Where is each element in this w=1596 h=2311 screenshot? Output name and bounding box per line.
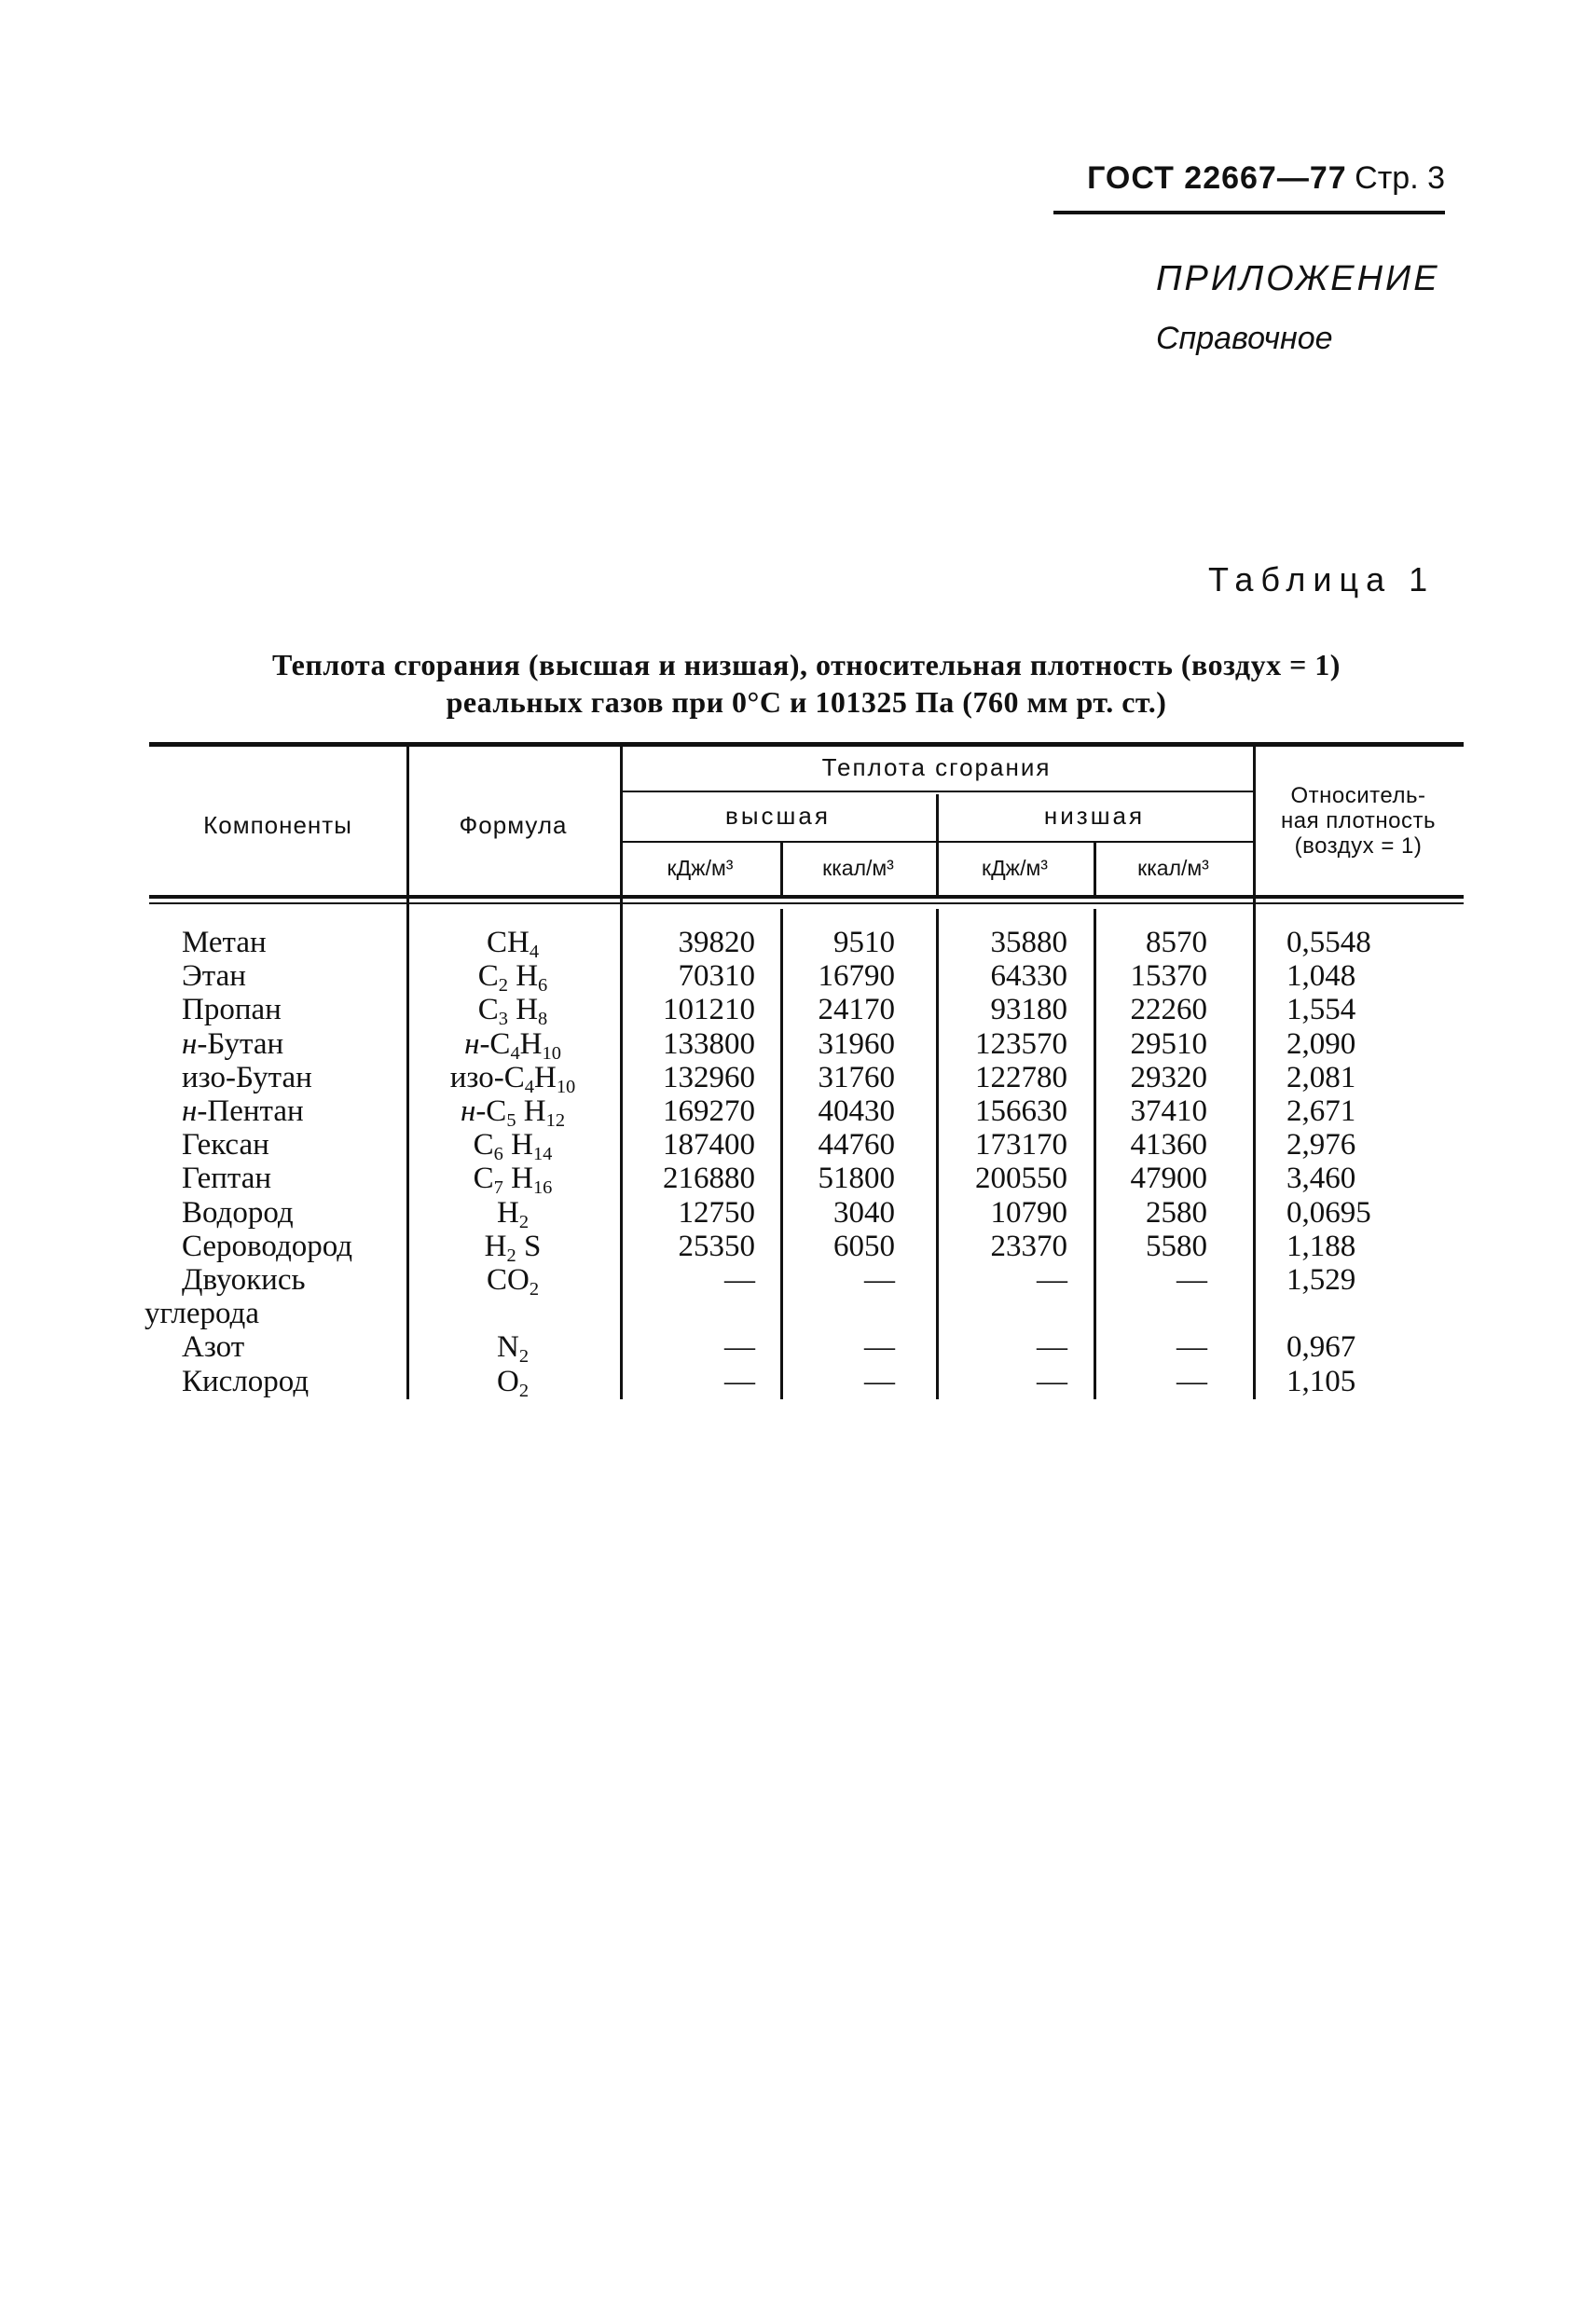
higher-kj-cell: 216880 xyxy=(663,1162,755,1196)
lower-kj-cell: 122780 xyxy=(975,1060,1067,1094)
component-name: Пропан xyxy=(182,993,282,1027)
higher-kj-cell: — xyxy=(724,1263,755,1297)
formula-cell: $H_2$ xyxy=(496,1195,530,1232)
component-name: Метан xyxy=(182,926,267,959)
higher-kj-cell: 39820 xyxy=(678,926,755,959)
formula-cell: $O_2$ xyxy=(496,1364,530,1401)
table-row xyxy=(0,959,1596,997)
component-name: н-Бутан xyxy=(182,1026,284,1061)
component-name: Кислород xyxy=(182,1364,310,1398)
lower-kj-cell: — xyxy=(1037,1364,1067,1398)
table-row xyxy=(0,1026,1596,1064)
table-row xyxy=(0,1297,1596,1330)
lower-kj-cell: — xyxy=(1037,1330,1067,1365)
density-cell: 2,081 xyxy=(1286,1060,1356,1094)
lower-kj-cell: 23370 xyxy=(990,1229,1067,1263)
higher-kcal-cell: 6050 xyxy=(833,1229,895,1263)
higher-kcal-cell: 24170 xyxy=(818,993,895,1027)
component-name: Водород xyxy=(182,1195,294,1230)
higher-kcal-cell: — xyxy=(864,1364,895,1398)
component-name: углерода xyxy=(144,1297,259,1331)
higher-kj-cell: 12750 xyxy=(678,1195,755,1230)
heat-group-rule xyxy=(620,791,1253,792)
higher-kj-cell: 133800 xyxy=(663,1026,755,1061)
appendix-subtitle: Справочное xyxy=(1156,321,1333,356)
higher-kj-cell: 101210 xyxy=(663,993,755,1027)
formula-cell: $CH_4$ xyxy=(486,926,540,963)
density-cell: 1,529 xyxy=(1286,1263,1356,1297)
header-formula: Формула xyxy=(459,811,568,839)
density-cell: 3,460 xyxy=(1286,1162,1356,1196)
higher-kj-cell: 169270 xyxy=(663,1094,755,1128)
density-line-2: ная плотность xyxy=(1281,808,1436,833)
lower-kj-cell: 93180 xyxy=(990,993,1067,1027)
standard-number: ГОСТ 22667—77 xyxy=(1087,160,1347,196)
appendix-title: ПРИЛОЖЕНИЕ xyxy=(1156,259,1440,298)
higher-kcal-cell: 3040 xyxy=(833,1195,895,1230)
component-name: Гексан xyxy=(182,1128,269,1162)
table-row xyxy=(0,926,1596,963)
lower-kcal-cell: 29320 xyxy=(1130,1060,1207,1094)
table-row xyxy=(0,1128,1596,1165)
unit-higher-kcal: ккал/м³ xyxy=(822,856,894,880)
density-cell: 0,967 xyxy=(1286,1330,1356,1365)
density-cell: 2,671 xyxy=(1286,1094,1356,1128)
lower-kcal-cell: 37410 xyxy=(1130,1094,1207,1128)
lower-kj-cell: 200550 xyxy=(975,1162,1067,1196)
higher-kcal-cell: 40430 xyxy=(818,1094,895,1128)
page-header xyxy=(1053,160,1445,197)
formula-cell: $н-C_5$ $H_{12}$ xyxy=(460,1094,566,1132)
component-name: Азот xyxy=(182,1330,245,1365)
formula-cell: $н-C_4H_{10}$ xyxy=(464,1026,561,1064)
lower-kj-cell: 35880 xyxy=(990,926,1067,959)
component-name: Гептан xyxy=(182,1162,272,1196)
page-number: Стр. 3 xyxy=(1355,160,1445,196)
higher-kj-cell: 25350 xyxy=(678,1229,755,1263)
density-cell: 1,048 xyxy=(1286,959,1356,994)
higher-kj-cell: 132960 xyxy=(663,1060,755,1094)
formula-cell: изо-$C_4H_{10}$ xyxy=(449,1060,576,1097)
formula-cell: $C_6$ $H_{14}$ xyxy=(473,1128,553,1165)
subgroup-rule xyxy=(620,841,1253,843)
formula-cell: $C_3$ $H_8$ xyxy=(477,993,548,1030)
formula-cell: $CO_2$ xyxy=(486,1263,540,1300)
density-cell: 2,976 xyxy=(1286,1128,1356,1162)
unit-lower-kj: кДж/м³ xyxy=(982,856,1048,880)
formula-cell: $N_2$ xyxy=(496,1330,530,1368)
table-row xyxy=(0,1330,1596,1368)
density-cell: 1,188 xyxy=(1286,1229,1356,1263)
table-row xyxy=(0,1196,1596,1230)
higher-kcal-cell: 44760 xyxy=(818,1128,895,1162)
lower-kcal-cell: 47900 xyxy=(1130,1162,1207,1196)
lower-kcal-cell: 8570 xyxy=(1146,926,1207,959)
lower-kj-cell: 10790 xyxy=(990,1195,1067,1230)
caption-line-2: реальных газов при 0°C и 101325 Па (760 мм рт. ст.) xyxy=(446,685,1167,719)
table-row xyxy=(0,1364,1596,1401)
higher-kcal-cell: 9510 xyxy=(833,926,895,959)
density-cell: 1,554 xyxy=(1286,993,1356,1027)
header-higher: высшая xyxy=(725,802,831,830)
table-row xyxy=(0,993,1596,1030)
lower-kcal-cell: 29510 xyxy=(1130,1026,1207,1061)
lower-kcal-cell: — xyxy=(1176,1263,1207,1297)
table-row xyxy=(0,1229,1596,1266)
lower-kcal-cell: 22260 xyxy=(1130,993,1207,1027)
table-row xyxy=(0,1094,1596,1132)
caption-line-1: Теплота сгорания (высшая и низшая), относительная плотность (воздух = 1) xyxy=(272,648,1341,681)
density-line-3: (воздух = 1) xyxy=(1294,833,1423,859)
higher-kj-cell: — xyxy=(724,1330,755,1365)
header-rule xyxy=(1053,211,1445,214)
density-line-1: Относитель- xyxy=(1290,783,1426,808)
formula-cell: $C_7$ $H_{16}$ xyxy=(473,1162,553,1199)
formula-cell: $H_2$ S xyxy=(484,1229,542,1266)
higher-kcal-cell: 31960 xyxy=(818,1026,895,1061)
density-cell: 2,090 xyxy=(1286,1026,1356,1061)
table-caption xyxy=(149,646,1464,721)
formula-cell: $C_2$ $H_6$ xyxy=(477,959,548,997)
higher-kj-cell: 187400 xyxy=(663,1128,755,1162)
lower-kcal-cell: 5580 xyxy=(1146,1229,1207,1263)
higher-kcal-cell: 16790 xyxy=(818,959,895,994)
higher-kj-cell: — xyxy=(724,1364,755,1398)
table-top-rule xyxy=(149,742,1464,747)
density-cell: 0,0695 xyxy=(1286,1195,1371,1230)
component-name: Двуокись xyxy=(182,1263,306,1297)
lower-kj-cell: — xyxy=(1037,1263,1067,1297)
higher-kcal-cell: — xyxy=(864,1330,895,1365)
lower-kcal-cell: 41360 xyxy=(1130,1128,1207,1162)
density-cell: 1,105 xyxy=(1286,1364,1356,1398)
table-row xyxy=(0,1263,1596,1300)
table-row xyxy=(0,1162,1596,1199)
lower-kj-cell: 156630 xyxy=(975,1094,1067,1128)
unit-lower-kcal: ккал/м³ xyxy=(1137,856,1209,880)
lower-kj-cell: 64330 xyxy=(990,959,1067,994)
component-name: Этан xyxy=(182,959,246,994)
component-name: н-Пентан xyxy=(182,1094,304,1128)
component-name: изо-Бутан xyxy=(182,1060,312,1094)
lower-kj-cell: 123570 xyxy=(975,1026,1067,1061)
lower-kcal-cell: 15370 xyxy=(1130,959,1207,994)
header-components: Компоненты xyxy=(203,811,352,839)
header-bottom-rule xyxy=(149,895,1464,899)
component-name: Сероводород xyxy=(182,1229,353,1263)
higher-kj-cell: 70310 xyxy=(678,959,755,994)
higher-kcal-cell: 31760 xyxy=(818,1060,895,1094)
table-label: Таблица 1 xyxy=(1208,560,1436,598)
higher-kcal-cell: — xyxy=(864,1263,895,1297)
lower-kcal-cell: — xyxy=(1176,1330,1207,1365)
higher-kcal-cell: 51800 xyxy=(818,1162,895,1196)
header-density xyxy=(1253,783,1464,859)
table-row xyxy=(0,1060,1596,1097)
header-heat: Теплота сгорания xyxy=(821,753,1052,781)
lower-kj-cell: 173170 xyxy=(975,1128,1067,1162)
density-cell: 0,5548 xyxy=(1286,926,1371,959)
lower-kcal-cell: — xyxy=(1176,1364,1207,1398)
header-bottom-rule-2 xyxy=(149,902,1464,904)
lower-kcal-cell: 2580 xyxy=(1146,1195,1207,1230)
header-lower: низшая xyxy=(1043,802,1146,830)
unit-higher-kj: кДж/м³ xyxy=(667,856,734,880)
